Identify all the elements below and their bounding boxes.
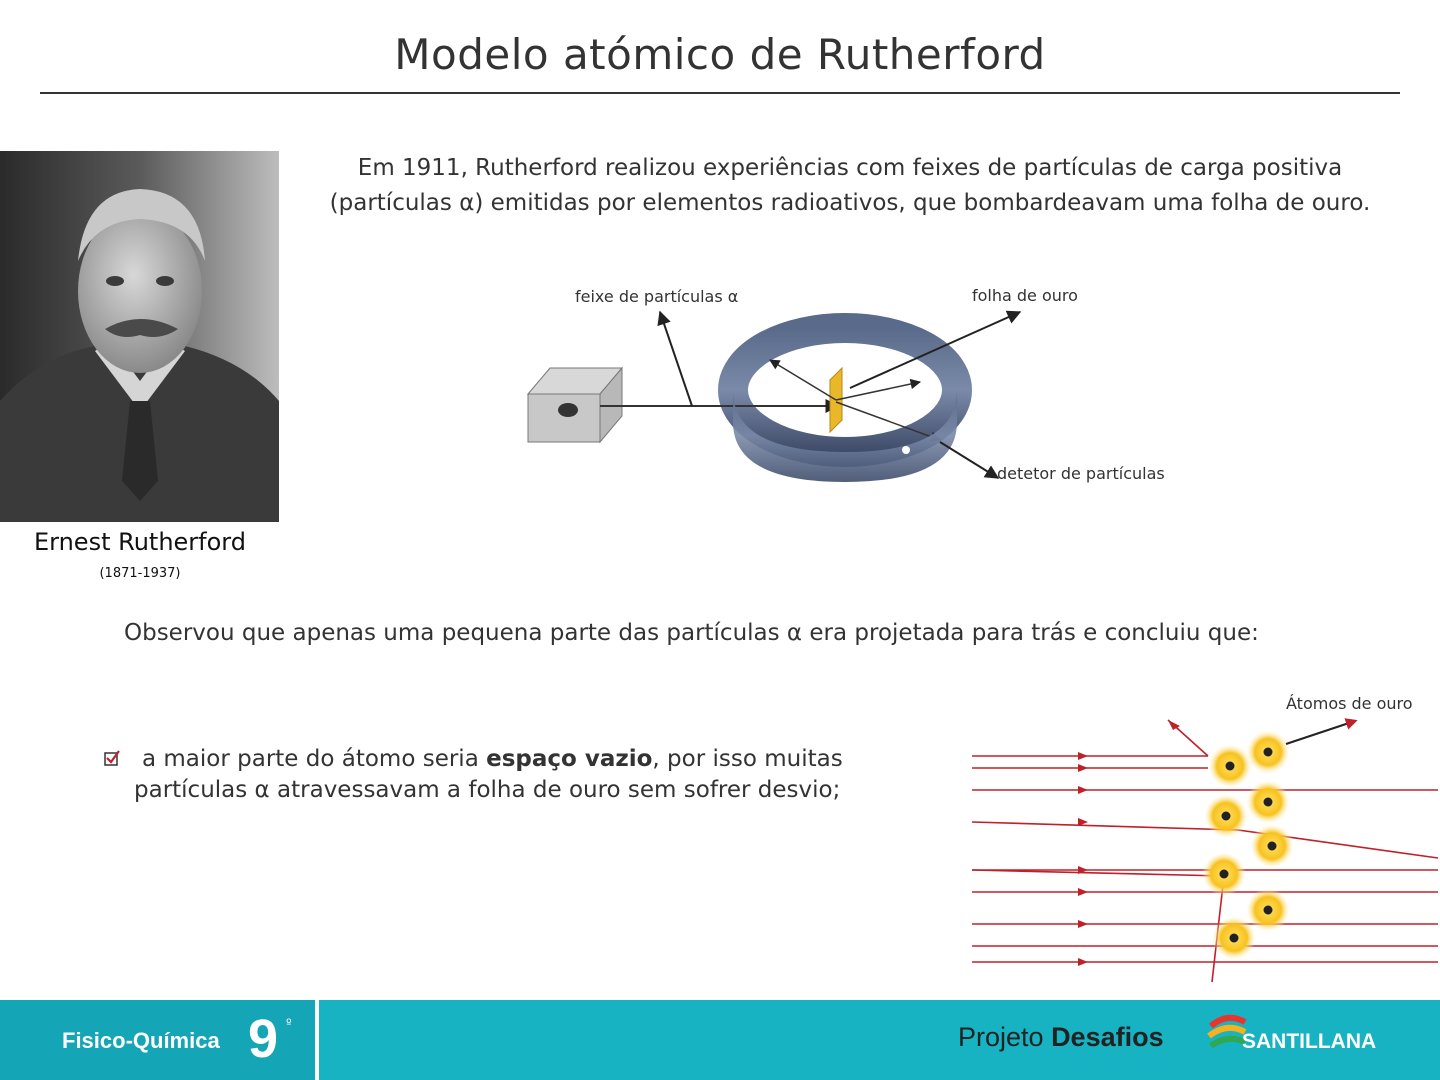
portrait-years: (1871-1937) (99, 566, 181, 581)
grade-suffix: º (286, 1016, 292, 1030)
rutherford-portrait (0, 151, 279, 522)
label-alpha-beam: feixe de partículas α (575, 287, 739, 306)
title-divider (40, 92, 1400, 94)
alpha-scattering-diagram (968, 718, 1440, 988)
publisher-name: SANTILLANA (1242, 1030, 1377, 1053)
intro-paragraph (290, 151, 1410, 221)
conclusion-line-2: partículas α atravessavam a folha de ouro sem sofrer desvio; (134, 777, 841, 803)
intro-line-2: (partículas α) emitidas por elementos radioativos, que bombardeavam uma folha de ouro. (329, 190, 1371, 216)
observation-text: Observou que apenas uma pequena parte das partículas α era projetada para trás e concluiu que: (124, 620, 1259, 646)
conclusion-emphasis: espaço vazio (486, 746, 653, 772)
footer-subject-panel (0, 1000, 315, 1080)
page-title: Modelo atómico de Rutherford (394, 30, 1046, 79)
label-gold-foil: folha de ouro (972, 286, 1078, 305)
checkbox-checked-icon (104, 750, 120, 766)
gold-atoms (1202, 730, 1294, 960)
label-gold-atoms: Átomos de ouro (1286, 694, 1413, 713)
portrait-name: Ernest Rutherford (33, 528, 246, 556)
intro-line-1: Em 1911, Rutherford realizou experiências com feixes de partículas de carga positiva (357, 155, 1343, 181)
footer-bar (0, 1000, 1440, 1080)
conclusion-line-1: a maior parte do átomo seria espaço vazio, por isso muitas (142, 746, 843, 772)
project-logo: Projeto Desafios (958, 1022, 1164, 1052)
label-detector: detetor de partículas (997, 464, 1165, 483)
subject-label: Fisico-Química (62, 1028, 220, 1053)
project-logo-bold: Desafios (1051, 1022, 1164, 1052)
grade-number: 9 (248, 1009, 279, 1069)
